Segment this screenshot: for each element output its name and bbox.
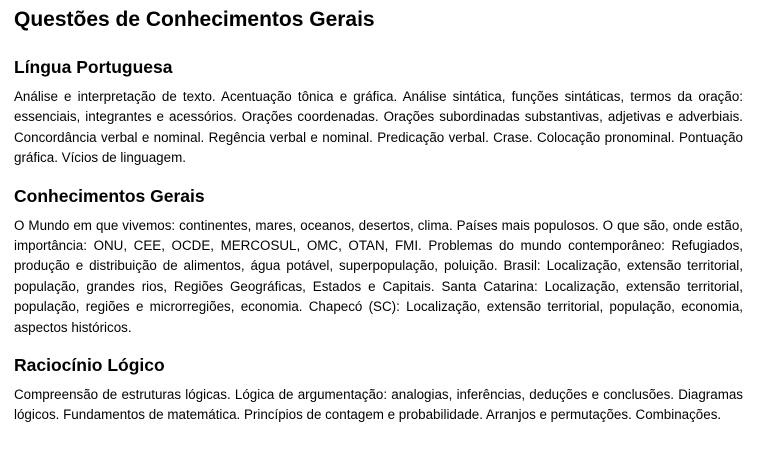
section-lingua-portuguesa <box>14 56 743 169</box>
section-conhecimentos-gerais <box>14 185 743 338</box>
section-raciocinio-logico <box>14 354 743 426</box>
section-heading: Língua Portuguesa <box>14 57 173 77</box>
section-heading: Raciocínio Lógico <box>14 355 165 376</box>
section-body: Análise e interpretação de texto. Acentuação tônica e gráfica. Análise sintática, funções sintáticas, termos da oração: essenciais, integrantes e acessórios. Orações coordenadas. Orações subordinadas substantivas, adjetivas e adverbiais. Concordância verbal e nominal. Regência verbal e nominal. Predicação verbal. Crase. Colocação pronominal. Pontuação gráfica. Vícios de linguagem. <box>14 89 743 166</box>
section-heading: Conhecimentos Gerais <box>14 185 205 206</box>
page-title: Questões de Conhecimentos Gerais <box>14 8 375 31</box>
section-body: Compreensão de estruturas lógicas. Lógica de argumentação: analogias, inferências, deduções e conclusões. Diagramas lógicos. Fundamentos de matemática. Princípios de contagem e probabilidade. Arranjos e permutações. Combinações. <box>14 387 743 423</box>
section-body: O Mundo em que vivemos: continentes, mares, oceanos, desertos, clima. Países mais populosos. O que são, onde estão, importância: ONU, CEE, OCDE, MERCOSUL, OMC, OTAN, FMI. Problemas do mundo contemporâneo: Refugiados, produção e distribuição de alimentos, água potável, superpopulação, poluição. Brasil: Localização, extensão territorial, população, grandes rios, Regiões Geográficas, Estados e Capitais. Santa Catarina: Localização, extensão territorial, população, regiões e microrregiões, economia. Chapecó (SC): Localização, extensão territorial, população, economia, aspectos históricos. <box>14 217 743 335</box>
